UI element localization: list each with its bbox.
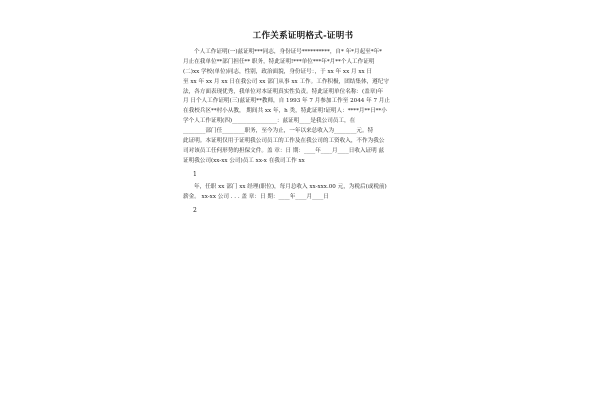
document-body [183,32,423,218]
page-marker-2: 2 [193,206,197,214]
text-line: 司对该员工任何形势的担保文件。盖 章：日 期：____年____月____日收入证明 兹 [183,147,385,154]
text-line: 月 日个人工作证明(三)兹证明**教师，自 1993 年 7 月参加工作至 2044 年 7 月止 [183,98,390,105]
text-line: 至 xx 年 xx 月 xx 日在我公司 xx 部门从事 xx 工作。工作积极，团结集体，遵纪守 [183,78,389,85]
text-line: 学个人工作证明(四)________________：兹证明____是我公司员工，在 [183,118,356,125]
text-line: ________部门任________职务，至今为止，一年以来总收入为________元。特 [183,128,374,135]
text-line: 在我校兵区**村小从教， 期间共 xx 年，h 类，特此证明!证明人：****月**日**小 [183,108,387,115]
text-line: 薪金。 xx-xx 公司 . . . 盖 章：日 期：____年____月____日 [183,193,329,200]
text-line: 年，任职 xx 部门 xx 经理(职位)，每月总收入 xx-xxx.00 元，为税后(或税前) [194,183,387,190]
text-line: 证明我公司(xx-xx 公司)员工 xx-x 在我司工作 xx [183,157,305,164]
text-line: (二)xx 学校(单位)同志，性别，政治面貌，身份证号：，于 xx 年 xx 月 xx 日 [183,68,373,75]
text-line: 此证明。本证明仅用于证明我公司员工的工作及在我公司的工资收入，不作为我公 [183,138,385,145]
text-line: 法，各方面表现优秀，我单位对本证明真实性负责。特此证明单位名称：(盖章)年 [183,88,384,95]
page-marker-1: 1 [193,170,197,178]
document-title: 工作关系证明格式-证明书 [252,31,354,41]
text-line: 月止在我单位**部门担任** 职务，特此证明!***单位***年*月**个人工作证明 [183,58,375,65]
text-line: 个人工作证明(一)兹证明***同志，身份证号**********，自* 年*月起至*年* [194,48,382,55]
